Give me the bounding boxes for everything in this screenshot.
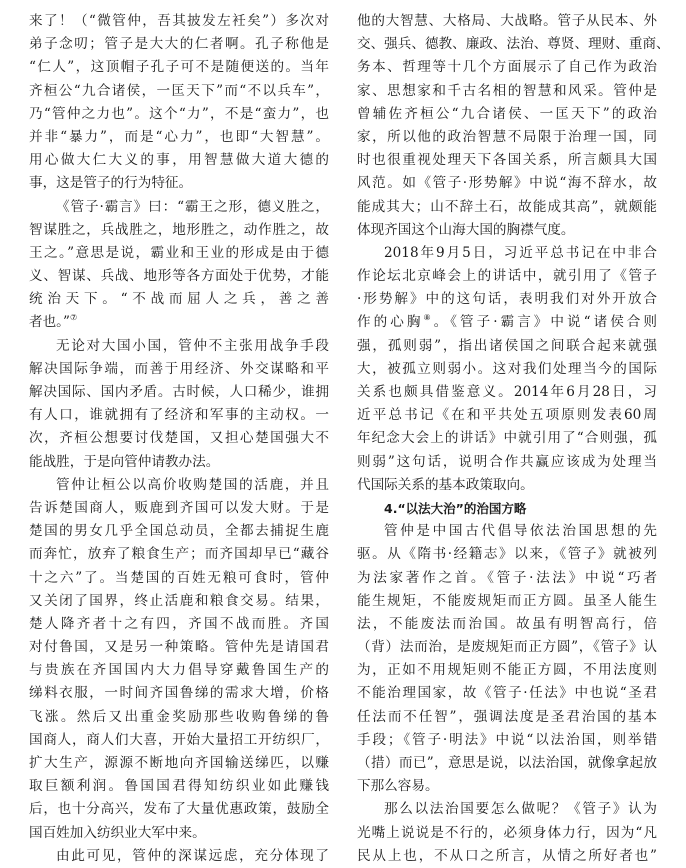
text-line bbox=[357, 33, 670, 56]
text-line bbox=[29, 56, 329, 79]
text-line bbox=[357, 567, 657, 590]
line-text: 民从上也，不从口之所言，从情之所好者也” bbox=[357, 847, 657, 864]
line-text: 作的心胸 bbox=[357, 314, 424, 331]
line-text: 《管子·霸言》曰：“霸王之形，德义胜之， bbox=[56, 198, 329, 215]
text-line bbox=[357, 613, 657, 636]
text-line bbox=[29, 381, 329, 404]
line-text: 王之。”意思是说，霸业和王业的形成是由于德 bbox=[29, 244, 329, 261]
text-line bbox=[29, 358, 329, 381]
line-text: 国百姓加入纺织业大军中来。 bbox=[29, 824, 206, 841]
line-text: （措）而已”，意思是说，以法治国，就像拿起放 bbox=[357, 755, 657, 771]
line-text: 体现齐国这个山海大国的胸襟气度。 bbox=[357, 221, 575, 238]
line-text: 法，不能废法而治国。故虽有明智高行，倍 bbox=[357, 615, 657, 632]
text-line bbox=[357, 682, 657, 705]
line-text: 风范。如《管子·形势解》中说“海不辞水，故 bbox=[357, 175, 657, 192]
text-line bbox=[29, 126, 329, 149]
text-line bbox=[357, 358, 657, 381]
line-text: 年纪念大会上的讲话》中就引用了“合则强，孤 bbox=[357, 430, 657, 447]
text-line bbox=[357, 219, 657, 242]
line-text: 与贵族在齐国国内大力倡导穿戴鲁国生产的 bbox=[29, 662, 329, 679]
line-text: 手段；《管子·明法》中说“以法治国，则举错 bbox=[357, 731, 657, 748]
text-line bbox=[357, 590, 657, 613]
text-line bbox=[357, 103, 657, 126]
line-text: 他的大智慧、大格局、大战略。管子从民本、外 bbox=[357, 13, 657, 29]
line-text: 而奔忙，放弃了粮食生产；而齐国却早已“藏谷 bbox=[29, 546, 329, 563]
text-line bbox=[29, 474, 329, 497]
text-line bbox=[29, 80, 329, 103]
text-line bbox=[357, 196, 657, 219]
text-line bbox=[357, 311, 657, 334]
text-line bbox=[357, 10, 657, 33]
line-text: 务本、哲理等十几个方面展示了自己作为政治 bbox=[357, 59, 657, 76]
text-line bbox=[357, 659, 657, 682]
text-line bbox=[29, 845, 329, 868]
text-line bbox=[357, 126, 657, 149]
line-text: “仁人”，这顶帽子孔子可不是随便送的。当年 bbox=[29, 59, 329, 76]
text-line bbox=[29, 335, 329, 358]
line-text: 强，孤则弱”，指出诸侯国之间联合起来就强 bbox=[357, 337, 657, 354]
line-text: 时也很重视处理天下各国关系，所言颇具大国 bbox=[357, 152, 657, 169]
text-line bbox=[357, 149, 657, 172]
line-text: 绨料衣服，一时间齐国鲁绨的需求大增，价格 bbox=[29, 685, 329, 702]
line-text: 下那么容易。 bbox=[357, 778, 439, 795]
section-heading bbox=[357, 497, 657, 520]
line-text: 不能治理国家，故《管子·任法》中也说“圣君 bbox=[357, 685, 657, 702]
line-text: 无论对大国小国，管仲不主张用战争手段 bbox=[56, 337, 329, 354]
line-text: 事，这是管子的行为特征。 bbox=[29, 175, 193, 192]
text-line bbox=[29, 752, 329, 775]
text-line bbox=[357, 56, 657, 79]
text-line bbox=[29, 682, 329, 705]
text-line bbox=[357, 520, 657, 543]
line-text: 弟子念叨；管子是大大的仁者啊。孔子称他是 bbox=[29, 36, 329, 53]
line-text: 则弱”这句话，说明合作共赢应该成为处理当 bbox=[357, 453, 657, 470]
text-line bbox=[29, 288, 329, 311]
footnote-marker: ⑦ bbox=[69, 313, 78, 323]
text-line bbox=[357, 265, 657, 288]
text-line bbox=[357, 729, 657, 752]
line-text: 光嘴上说说是不行的，必须身体力行，因为“凡 bbox=[357, 824, 657, 841]
line-text: 次，齐桓公想要讨伐楚国，又担心楚国强大不 bbox=[29, 430, 329, 447]
left-column bbox=[29, 10, 329, 868]
text-line bbox=[357, 822, 657, 845]
line-text: 能生规矩，不能废规矩而正方圆。虽圣人能生 bbox=[357, 592, 657, 609]
text-line bbox=[29, 520, 329, 543]
text-line bbox=[29, 798, 329, 821]
text-line bbox=[29, 613, 329, 636]
text-line bbox=[357, 543, 657, 566]
line-text: 作论坛北京峰会上的讲话中，就引用了《管子 bbox=[357, 268, 657, 285]
text-line bbox=[29, 172, 329, 195]
text-line bbox=[29, 242, 329, 265]
footnote-marker: ⑧ bbox=[423, 313, 434, 323]
text-line bbox=[29, 706, 329, 729]
text-line bbox=[29, 427, 329, 450]
text-line bbox=[29, 33, 329, 56]
text-line bbox=[29, 311, 329, 334]
text-line bbox=[29, 10, 329, 33]
line-text: 并非“暴力”，而是“心力”，也即“大智慧”。 bbox=[29, 128, 329, 145]
text-line bbox=[357, 752, 657, 775]
line-text: 能成其大；山不辞土石，故能成其高”，就颇能 bbox=[357, 198, 657, 215]
line-text: 曾辅佐齐桓公“九合诸侯、一匡天下”的政治 bbox=[357, 105, 657, 122]
line-text: 楚国的男女几乎全国总动员，全都去捕捉生鹿 bbox=[29, 523, 329, 540]
line-text: 楚人降齐者十之有四，齐国不战而胜。齐国 bbox=[29, 615, 329, 632]
line-text: 飞涨。然后又出重金奖励那些收购鲁绨的鲁 bbox=[29, 708, 329, 725]
text-line bbox=[29, 404, 329, 427]
text-line bbox=[357, 775, 657, 798]
text-line bbox=[29, 729, 329, 752]
line-text: 者也。” bbox=[29, 314, 70, 331]
line-text: 4.“以法大治”的治国方略 bbox=[384, 500, 527, 516]
text-line bbox=[29, 103, 329, 126]
text-line bbox=[29, 822, 329, 845]
text-line bbox=[29, 590, 329, 613]
text-line bbox=[357, 451, 657, 474]
line-text: 大，被孤立则弱小。这对我们处理当今的国际 bbox=[357, 360, 657, 377]
line-text: 乃“管仲之力也”。这个“力”，不是“蛮力”，也 bbox=[29, 105, 329, 122]
line-text: 国商人，商人们大喜，开始大量招工开纺织厂， bbox=[29, 731, 329, 748]
text-line bbox=[357, 80, 657, 103]
line-text: 能战胜，于是向管仲请教办法。 bbox=[29, 453, 220, 470]
line-text: 管仲是中国古代倡导依法治国思想的先 bbox=[384, 523, 657, 540]
line-text: 有人口，谁就拥有了经济和军事的主动权。一 bbox=[29, 407, 329, 424]
text-line bbox=[357, 335, 657, 358]
text-line bbox=[29, 149, 329, 172]
line-text: 家、思想家和千古名相的智慧和风采。管仲是 bbox=[357, 82, 657, 99]
text-line bbox=[29, 196, 329, 219]
text-line bbox=[357, 706, 657, 729]
line-text: 交、强兵、德教、廉政、法治、尊贤、理财、重商、 bbox=[357, 36, 670, 53]
line-text: 扩大生产，源源不断地向齐国输送绨匹，以赚 bbox=[29, 755, 329, 771]
line-text: 义、智谋、兵战、地形等各方面处于优势，才能 bbox=[29, 268, 329, 285]
line-text: ·形势解》中的这句话，表明我们对外开放合 bbox=[357, 291, 657, 308]
text-line bbox=[29, 219, 329, 242]
text-line bbox=[357, 636, 657, 659]
text-line bbox=[29, 451, 329, 474]
line-text: 十之六”了。当楚国的百姓无粮可食时，管仲 bbox=[29, 569, 329, 586]
text-line bbox=[357, 288, 657, 311]
text-line bbox=[357, 845, 657, 868]
text-line bbox=[357, 242, 657, 265]
text-line bbox=[357, 474, 657, 497]
text-line bbox=[29, 265, 329, 288]
line-text: 关系也颇具借鉴意义。2014年6月28日，习 bbox=[357, 384, 657, 400]
line-text: 由此可见，管仲的深谋远虑，充分体现了 bbox=[56, 847, 329, 864]
text-line bbox=[357, 427, 657, 450]
right-column bbox=[357, 10, 670, 868]
text-line bbox=[29, 775, 329, 798]
text-line bbox=[357, 381, 657, 404]
line-text: 管仲让桓公以高价收购楚国的活鹿，并且 bbox=[56, 476, 329, 493]
line-text: 家，所以他的政治智慧不局限于治理一国，同 bbox=[357, 128, 657, 145]
line-text: 用心做大仁大义的事，用智慧做大道大德的 bbox=[29, 152, 329, 169]
line-text: 驱。从《隋书·经籍志》以来，《管子》就被列 bbox=[357, 546, 657, 563]
line-text: 对付鲁国，又是另一种策略。管仲先是请国君 bbox=[29, 639, 329, 656]
line-text: 近平总书记《在和平共处五项原则发表60周 bbox=[357, 407, 657, 424]
line-text: 来了！（“微管仲，吾其披发左衽矣”）多次对 bbox=[29, 13, 329, 29]
text-line bbox=[29, 497, 329, 520]
line-text: 齐桓公“九合诸侯，一匡天下”而“不以兵车”， bbox=[29, 82, 329, 99]
line-text: 取巨额利润。鲁国国君得知纺织业如此赚钱 bbox=[29, 778, 329, 795]
line-text: 为，正如不用规矩则不能正方圆，不用法度则 bbox=[357, 662, 657, 679]
line-text: 2018年9月5日，习近平总书记在中非合 bbox=[384, 244, 657, 261]
text-line bbox=[29, 567, 329, 590]
text-line bbox=[29, 636, 329, 659]
line-text-continued: 。《管子·霸言》中说“诸侯合则 bbox=[433, 314, 657, 331]
line-text: 解决国际争端，而善于用经济、外交谋略和平 bbox=[29, 360, 329, 377]
line-text: 后，也十分高兴，发布了大量优惠政策，鼓励全 bbox=[29, 801, 329, 818]
line-text: 统治天下。“不战而屈人之兵，善之善 bbox=[29, 291, 329, 308]
text-line bbox=[29, 543, 329, 566]
text-line bbox=[357, 172, 657, 195]
text-line bbox=[357, 798, 657, 821]
line-text: 为法家著作之首。《管子·法法》中说“巧者 bbox=[357, 569, 657, 586]
line-text: 解决国际、国内矛盾。古时候，人口稀少，谁拥 bbox=[29, 384, 329, 400]
line-text: 又关闭了国界，终止活鹿和粮食交易。结果， bbox=[29, 592, 329, 609]
line-text: 智谋胜之，兵战胜之，地形胜之，动作胜之，故 bbox=[29, 221, 329, 238]
line-text: 告诉楚国商人，贩鹿到齐国可以发大财。于是 bbox=[29, 499, 329, 516]
line-text: 任法而不任智”，强调法度是圣君治国的基本 bbox=[357, 708, 657, 725]
line-text: （背）法而治，是废规矩而正方圆”，《管子》认 bbox=[357, 639, 657, 656]
text-line bbox=[357, 404, 657, 427]
line-text: 那么以法治国要怎么做呢？《管子》认为 bbox=[384, 801, 657, 818]
text-line bbox=[29, 659, 329, 682]
line-text: 代国际关系的基本政策取向。 bbox=[357, 476, 534, 493]
